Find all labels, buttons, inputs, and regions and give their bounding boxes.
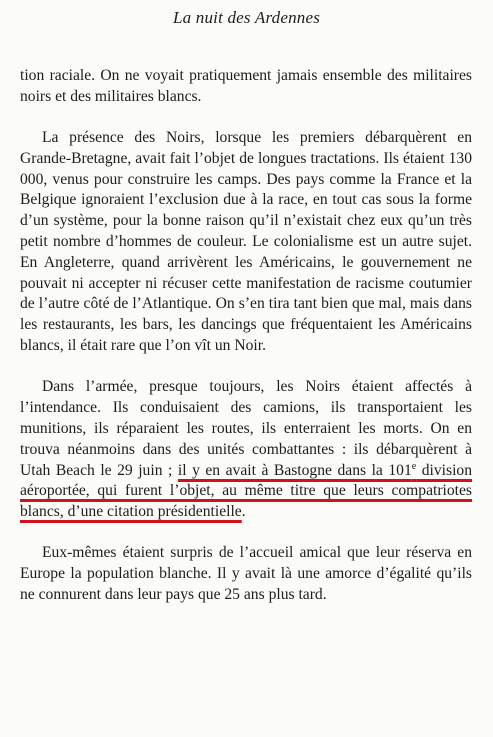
paragraph-3-end: . <box>241 503 246 521</box>
highlight-part-2: division aéroportée, qui furent l’objet, au même titre que leurs compatriotes blancs, d’une citation présidentielle <box>20 461 472 521</box>
paragraph-2: La présence des Noirs, lorsque les premiers débarquèrent en Grande-Bretagne, avait fait l’objet de longues tractations. Ils étaient 130 000, venus pour construire les camps. Des pays comme la France et la Belgique ignoraient l’exclusion due à la race, en tout cas sous la forme d’un système, pour la bonne raison qu’il n’existait chez eux qu’un très petit nombre d’hommes de couleur. Le colonialisme est un autre sujet. En Angleterre, quand arrivèrent les Américains, le gouvernement ne pouvait ni accepter ni récuser cette manifestation de racisme coutumier de l’autre côté de l’Atlantique. On s’en tira tant bien que mal, mais dans les restaurants, les bars, les dancings que fréquentaient les Américains blancs, il était rare que l’on vît un Noir. <box>20 129 472 355</box>
running-head: La nuit des Ardennes <box>172 8 321 27</box>
ordinal-superscript: e <box>411 460 417 472</box>
paragraph-3 <box>20 377 472 523</box>
paragraph-3-lead: Dans l’armée, presque toujours, les Noirs étaient affectés à l’intendance. Ils conduisaient des camions, ils transportaient les munitions, ils réparaient les routes, ils enterraient les morts. On en trouva néanmoins dans des unités combattantes : ils débarquèrent à Utah Beach le 29 juin ; <box>20 378 472 479</box>
paragraph-1: tion raciale. On ne voyait pratiquement jamais ensemble des militaires noirs et des militaires blancs. <box>20 67 472 105</box>
highlight-part-1: il y en avait à Bastogne dans la 101 <box>177 461 412 479</box>
body-text <box>20 66 472 606</box>
paragraph-4: Eux-mêmes étaient surpris de l’accueil amical que leur réserva en Europe la population blanche. Il y avait là une amorce d’égalité qu’ils ne connurent dans leur pays que 25 ans plus tard. <box>20 544 472 604</box>
